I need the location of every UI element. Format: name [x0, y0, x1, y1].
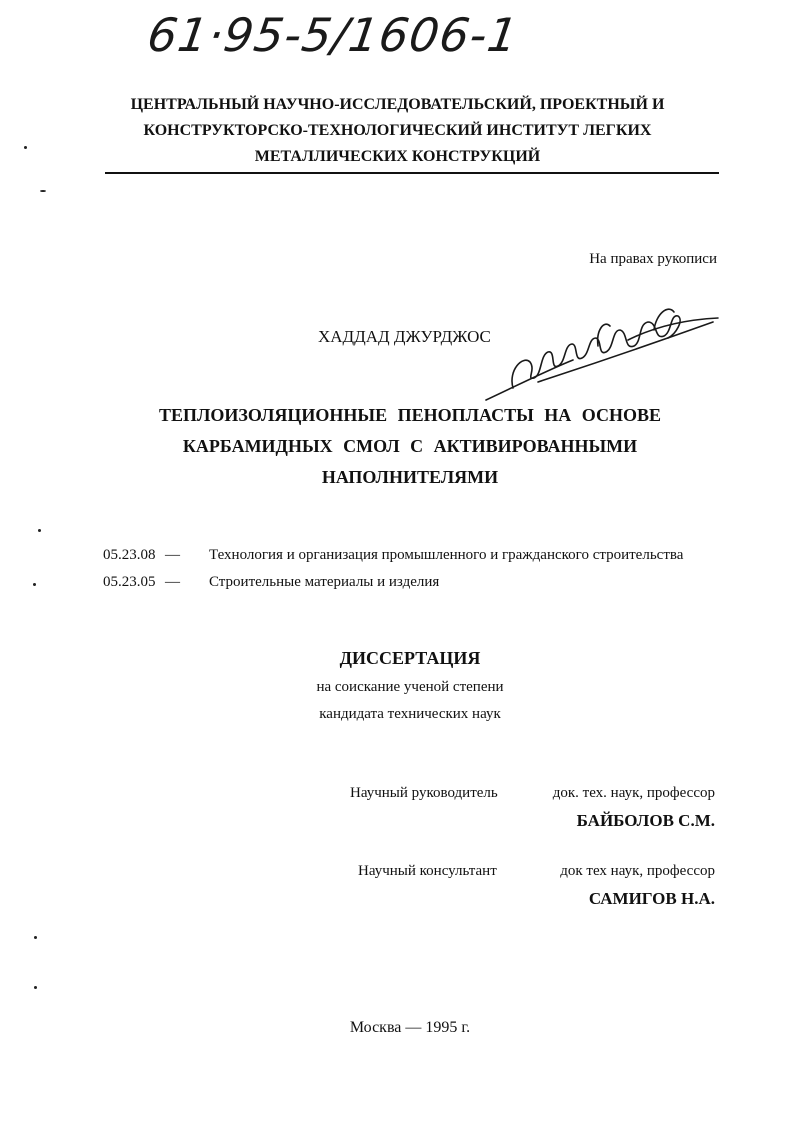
specialty-name: Технология и организация промышленного и гражданского строительства [209, 547, 684, 563]
dissertation-heading: ДИССЕРТАЦИЯ [339, 648, 481, 668]
consultant-name: САМИГОВ Н.А. [588, 889, 715, 908]
specialty-code: 05.23.05 [103, 574, 156, 590]
header-divider [105, 172, 719, 174]
institute-name-line-1: ЦЕНТРАЛЬНЫЙ НАУЧНО-ИССЛЕДОВАТЕЛЬСКИЙ, ПРОЕКТНЫЙ И [130, 96, 665, 113]
consultant-role: Научный консультант [358, 863, 497, 879]
scan-speck [24, 146, 27, 149]
specialty-name: Строительные материалы и изделия [209, 574, 440, 590]
dissertation-title-line-1: ТЕПЛОИЗОЛЯЦИОННЫЕ ПЕНОПЛАСТЫ НА ОСНОВЕ [158, 405, 662, 425]
dissertation-title-line-2: КАРБАМИДНЫХ СМОЛ С АКТИВИРОВАННЫМИ [182, 436, 638, 456]
manuscript-rights-note: На правах рукописи [589, 251, 717, 267]
author-signature [478, 300, 723, 410]
dissertation-title-line-3: НАПОЛНИТЕЛЯМИ [321, 467, 499, 487]
supervisor-name: БАЙБОЛОВ С.М. [576, 811, 715, 830]
city-and-year: Москва — 1995 г. [349, 1019, 471, 1036]
author-name: ХАДДАД ДЖУРДЖОС [318, 327, 491, 346]
specialty-dash: — [165, 574, 180, 590]
institute-name-line-2: КОНСТРУКТОРСКО-ТЕХНОЛОГИЧЕСКИЙ ИНСТИТУТ ЛЕГКИХ [143, 122, 652, 139]
degree-line-2: кандидата технических наук [319, 706, 501, 722]
scan-speck [34, 986, 37, 989]
supervisor-credentials: док. тех. наук, профессор [552, 785, 715, 801]
scan-speck [33, 583, 36, 586]
scan-speck [34, 936, 37, 939]
specialty-code: 05.23.08 [103, 547, 156, 563]
supervisor-role: Научный руководитель [350, 785, 498, 801]
scan-speck [40, 190, 46, 192]
specialty-dash: — [165, 547, 180, 563]
archive-code-handwritten: 61·95-5/1606-1 [144, 8, 522, 62]
degree-line-1: на соискание ученой степени [316, 679, 504, 695]
consultant-credentials: док тех наук, профессор [560, 863, 715, 879]
scan-speck [38, 529, 41, 532]
institute-name-line-3: МЕТАЛЛИЧЕСКИХ КОНСТРУКЦИЙ [254, 148, 541, 165]
